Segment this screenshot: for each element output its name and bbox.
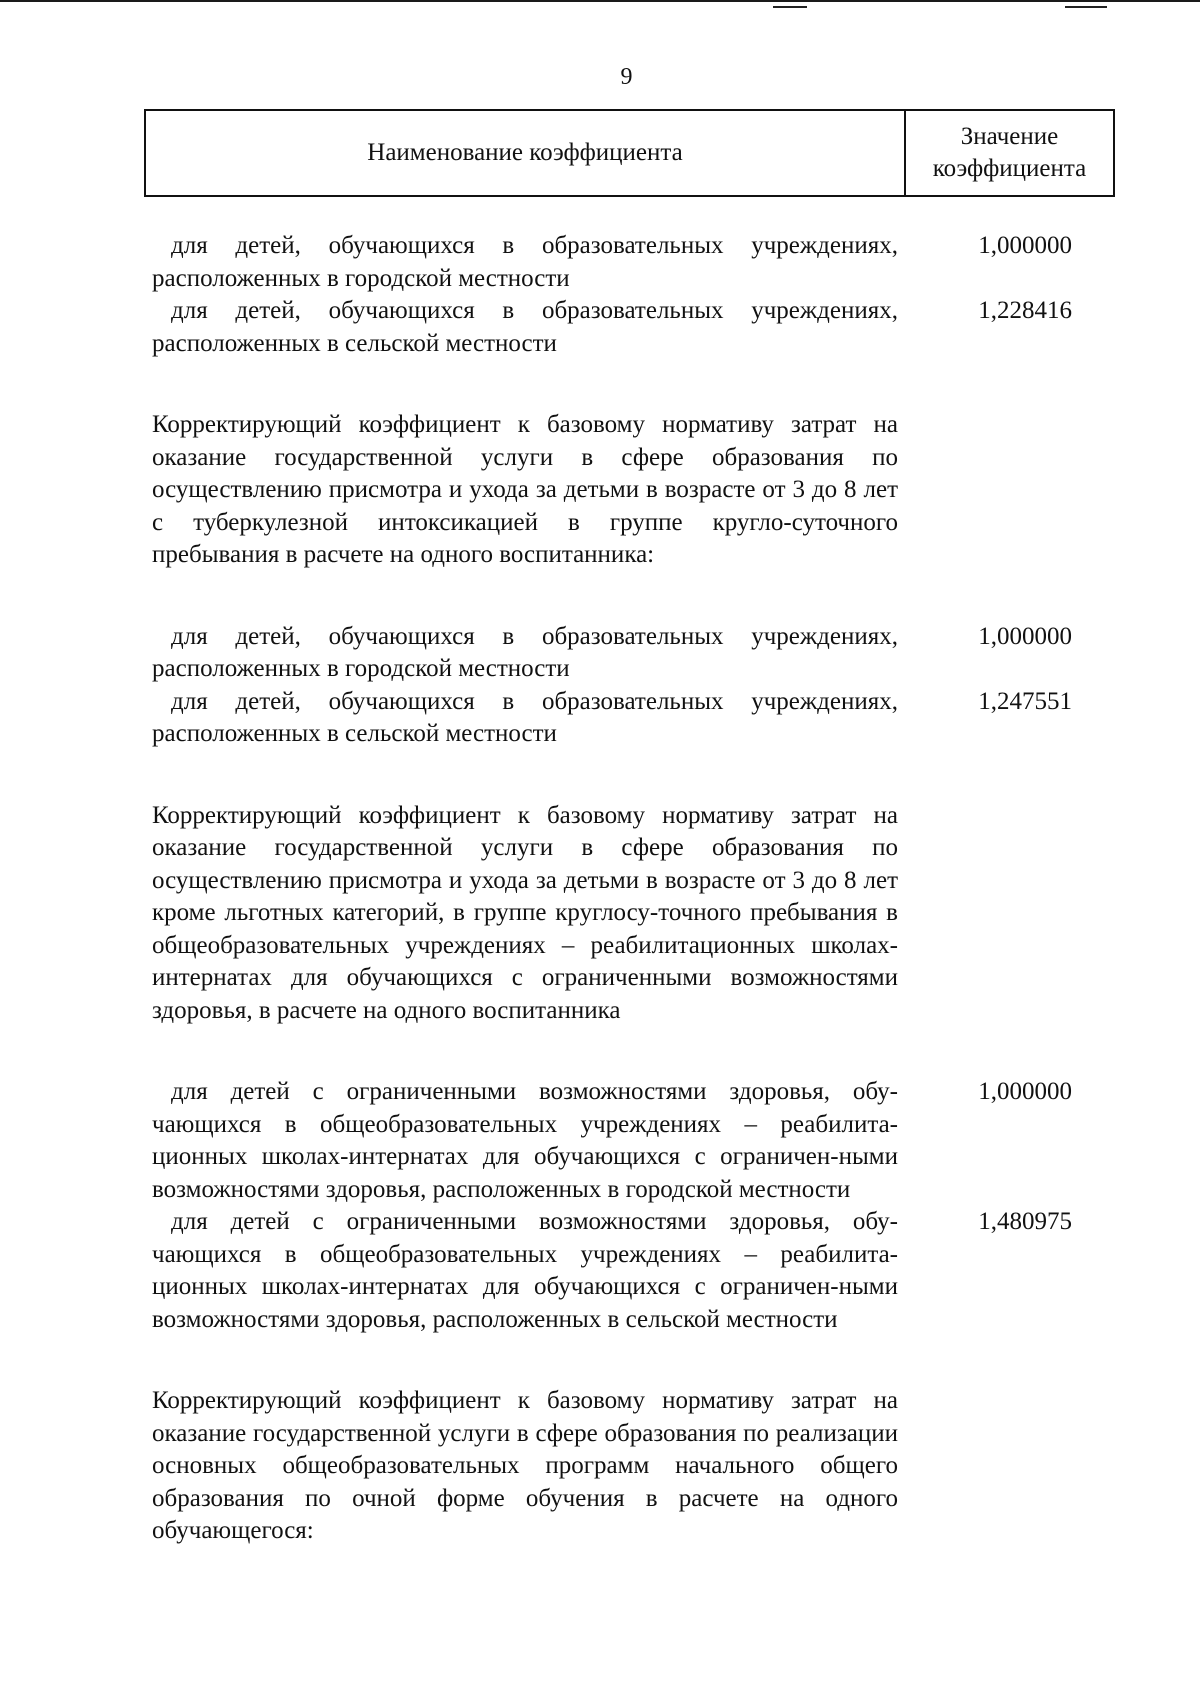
coefficient-row-text: для детей с ограниченными возможностями здоровья, обу-чающихся в общеобразовательных учреждениях – реабилита-ционных школах-интернатах для обучающихся с ограничен-ными возможностями здоровья, расположенных в городской местности — [152, 1078, 898, 1203]
section-heading: Корректирующий коэффициент к базовому нормативу затрат на оказание государственной услуги в сфере образования по реализации основных общеобразовательных программ начального общего образования по очной форме обучения в расчете на одного обучающегося: — [152, 1387, 898, 1544]
coefficient-row — [152, 621, 1072, 686]
coefficient-row — [152, 1076, 1072, 1206]
page-number: 9 — [620, 64, 633, 90]
coefficient-value: 1,247551 — [978, 687, 1072, 715]
coefficient-value: 1,000000 — [978, 1078, 1072, 1105]
coefficient-row — [152, 230, 1072, 295]
header-name-column: Наименование коэффициента — [146, 111, 906, 195]
coefficient-value: 1,000000 — [978, 232, 1072, 259]
section-heading: Корректирующий коэффициент к базовому нормативу затрат на оказание государственной услуги в сфере образования по осуществлению присмотра и ухода за детьми в возрасте от 3 до 8 лет кроме льготных категорий, в группе круглосу-точного пребывания в общеобразовательных учреждениях – реабилитационных школах-интернатах для обучающихся с ограниченными возможностями здоровья, в расчете на одного воспитанника — [152, 801, 898, 1024]
table-header — [144, 109, 1115, 197]
section-heading: Корректирующий коэффициент к базовому нормативу затрат на оказание государственной услуги в сфере образования по осуществлению присмотра и ухода за детьми в возрасте от 3 до 8 лет с туберкулезной интоксикацией в группе кругло-суточного пребывания в расчете на одного воспитанника: — [152, 411, 898, 568]
coefficient-row-text: для детей с ограниченными возможностями здоровья, обу-чающихся в общеобразовательных учреждениях – реабилита-ционных школах-интернатах для обучающихся с ограничен-ными возможностями здоровья, расположенных в сельской местности — [152, 1208, 898, 1333]
coefficient-row-text: для детей, обучающихся в образовательных учреждениях, расположенных в сельской местности — [152, 687, 898, 747]
page-top-edge — [0, 0, 1200, 2]
coefficient-row — [152, 686, 1072, 751]
coefficient-row-text: для детей, обучающихся в образовательных учреждениях, расположенных в городской местности — [152, 232, 898, 292]
coefficient-value: 1,000000 — [978, 622, 1072, 650]
coefficient-value: 1,228416 — [978, 297, 1072, 324]
scan-mark — [1065, 6, 1107, 8]
document-body — [152, 230, 1072, 1548]
coefficient-row-text: для детей, обучающихся в образовательных учреждениях, расположенных в городской местности — [152, 622, 898, 682]
coefficient-row — [152, 295, 1072, 360]
coefficient-value: 1,480975 — [978, 1208, 1072, 1235]
header-value-column: Значение коэффициента — [932, 123, 1087, 182]
coefficient-row-text: для детей, обучающихся в образовательных учреждениях, расположенных в сельской местности — [152, 297, 898, 357]
coefficient-row — [152, 1206, 1072, 1336]
scan-mark — [773, 6, 807, 8]
